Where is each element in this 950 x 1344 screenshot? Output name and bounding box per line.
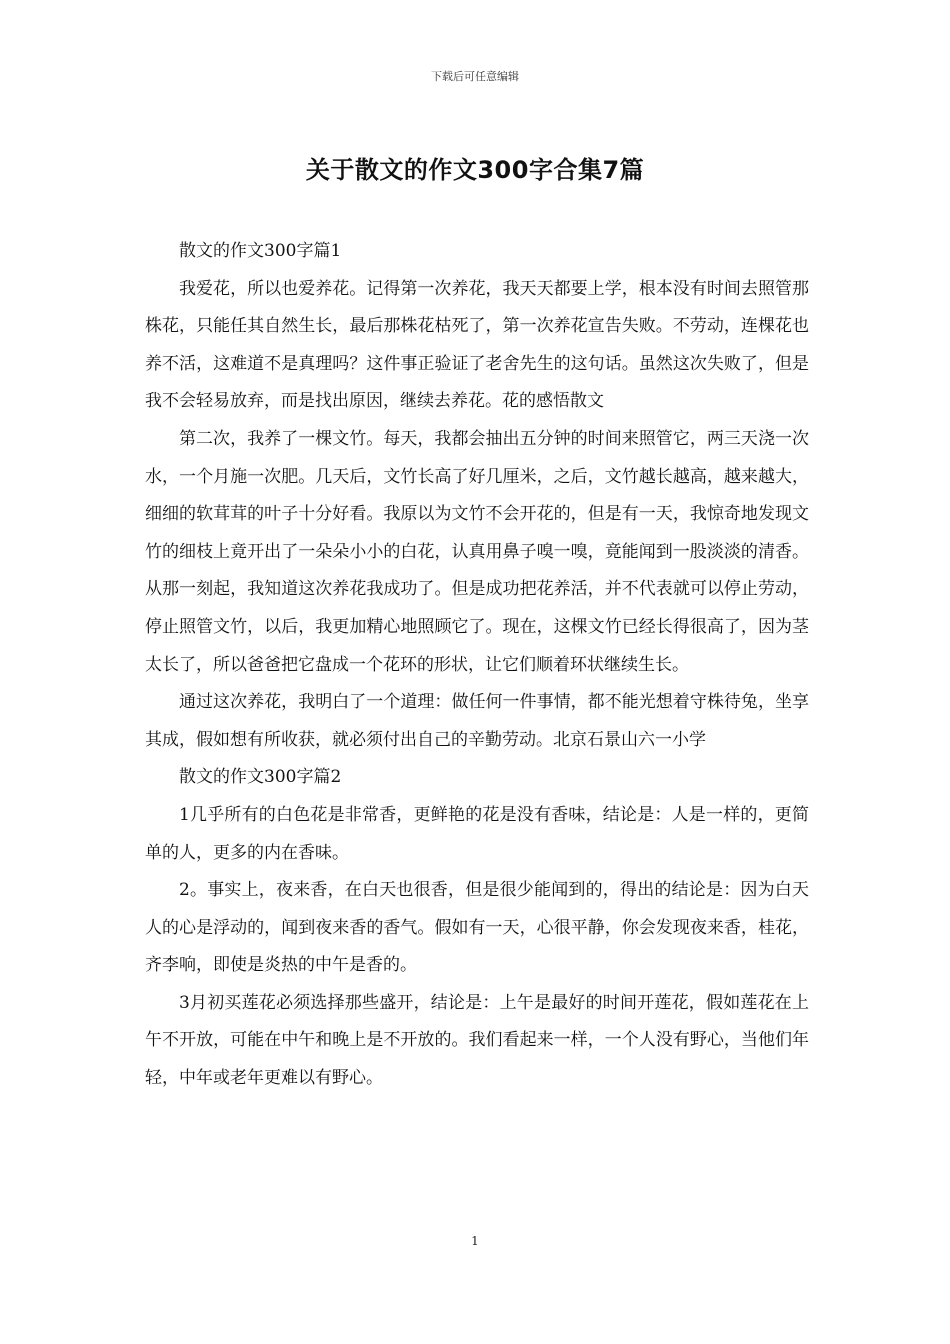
paragraph: 3月初买莲花必须选择那些盛开，结论是：上午是最好的时间开莲花，假如莲花在上午不开放，可能在中午和晚上是不开放的。我们看起来一样，一个人没有野心，当他们年轻，中年或老年更难以有野心。 [145,992,809,1089]
page-number: 1 [471,1234,479,1248]
section-heading-2: 散文的作文300字篇2 [179,767,342,788]
paragraph: 1几乎所有的白色花是非常香，更鲜艳的花是没有香味，结论是：人是一样的，更简单的人，更多的内在香味。 [145,804,809,863]
paragraph: 通过这次养花，我明白了一个道理：做任何一件事情，都不能光想着守株待兔，坐享其成，假如想有所收获，就必须付出自己的辛勤劳动。北京石景山六一小学 [145,692,809,750]
document-body [145,233,809,1098]
section-heading-1: 散文的作文300字篇1 [179,241,342,261]
header-note: 下载后可任意编辑 [431,70,519,83]
document-title: 关于散文的作文300字合集7篇 [305,156,645,184]
paragraph: 第二次，我养了一棵文竹。每天，我都会抽出五分钟的时间来照管它，两三天浇一次水，一个月施一次肥。几天后，文竹长高了好几厘米，之后，文竹越长越高，越来越大，细细的软茸茸的叶子十分好看。我原以为文竹不会开花的，但是有一天，我惊奇地发现文竹的细枝上竟开出了一朵朵小小的白花，认真用鼻子嗅一嗅，竟能闻到一股淡淡的清香。从那一刻起，我知道这次养花我成功了。但是成功把花养活，并不代表就可以停止劳动，停止照管文竹，以后，我更加精心地照顾它了。现在，这棵文竹已经长得很高了，因为茎太长了，所以爸爸把它盘成一个花环的形状，让它们顺着环状继续生长。 [145,428,809,675]
paragraph: 我爱花，所以也爱养花。记得第一次养花，我天天都要上学，根本没有时间去照管那株花，只能任其自然生长，最后那株花枯死了，第一次养花宣告失败。不劳动，连棵花也养不活，这难道不是真理吗？这件事正验证了老舍先生的这句话。虽然这次失败了，但是我不会轻易放弃，而是找出原因，继续去养花。花的感悟散文 [145,278,809,412]
paragraph: 2。事实上，夜来香，在白天也很香，但是很少能闻到的，得出的结论是：因为白天人的心是浮动的，闻到夜来香的香气。假如有一天，心很平静，你会发现夜来香，桂花，齐李响，即使是炎热的中午是香的。 [145,880,809,976]
